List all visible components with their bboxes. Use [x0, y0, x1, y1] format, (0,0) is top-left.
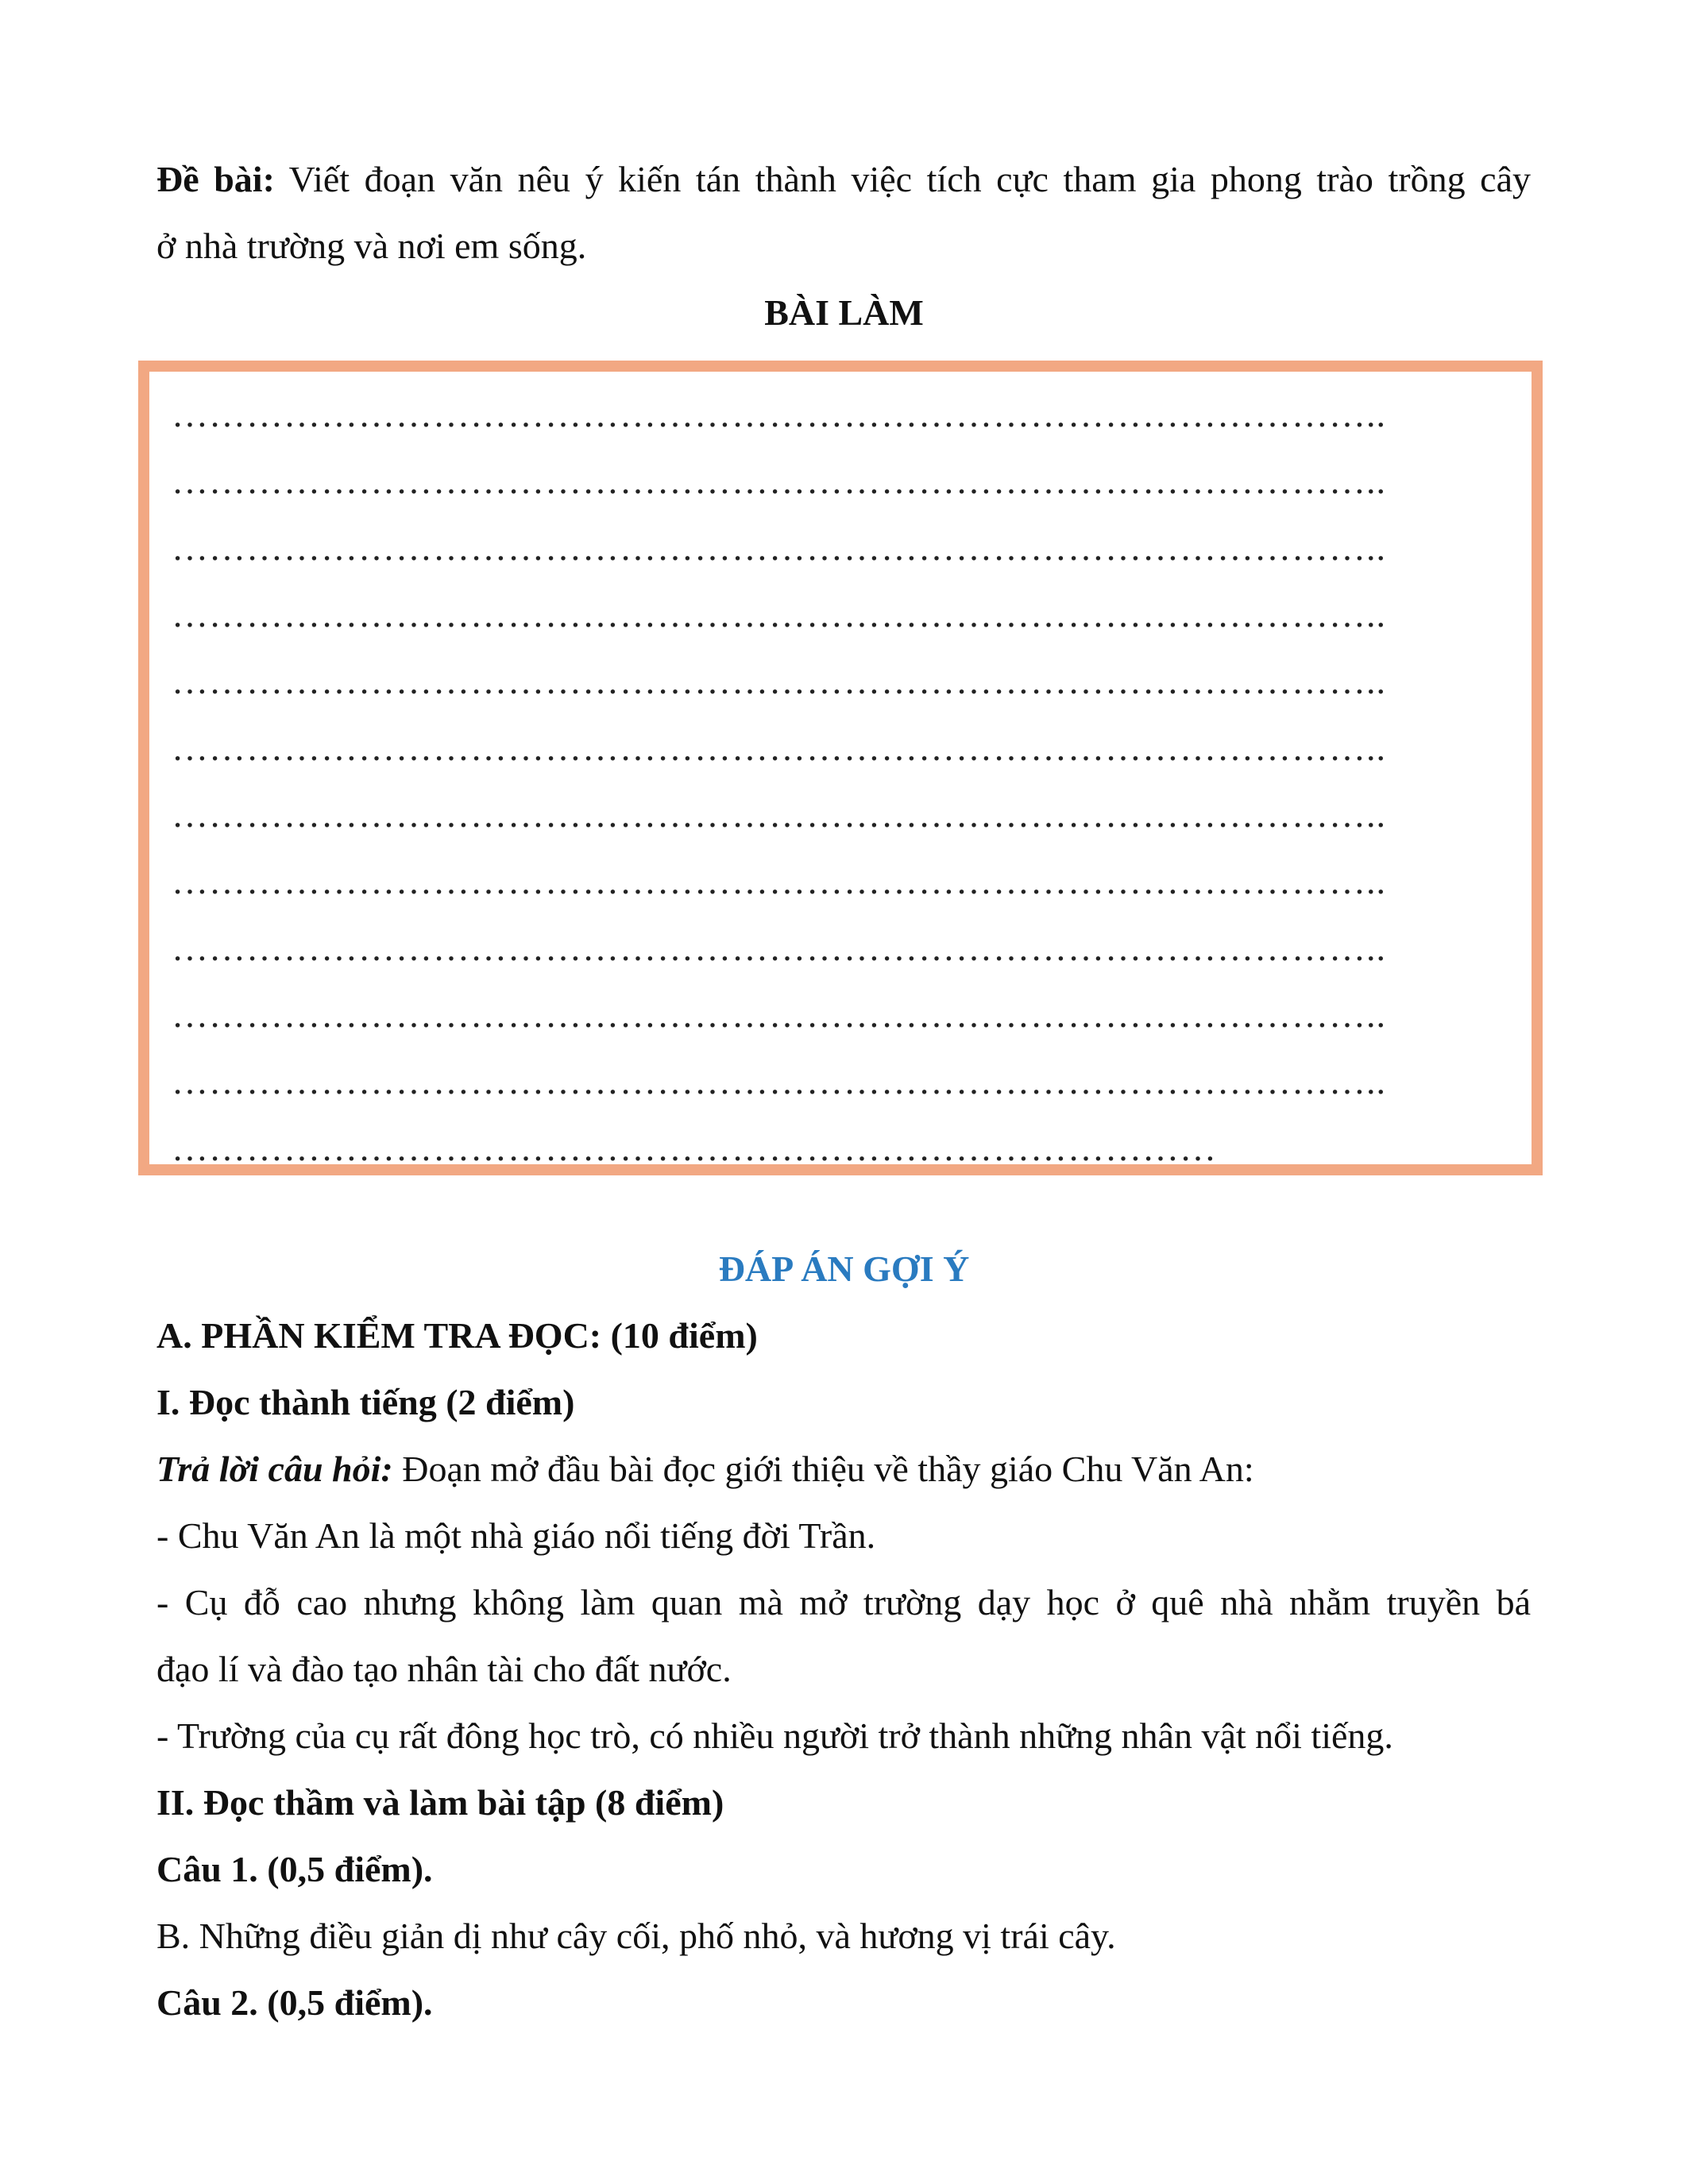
writing-line: ……………………………………………………………………………………..	[172, 661, 1386, 701]
writing-line: ……………………………………………………………………………………..	[172, 794, 1386, 835]
writing-box[interactable]	[138, 361, 1543, 1175]
writing-line: ……………………………………………………………………………………..	[172, 527, 1386, 568]
writing-line: ……………………………………………………………………………………..	[172, 461, 1386, 501]
writing-line: ……………………………………………………………………………………..	[172, 861, 1386, 901]
prompt-line-1	[156, 146, 1531, 213]
bullet-2-line-1: - Cụ đỗ cao nhưng không làm quan mà mở trường dạy học ở quê nhà nhằm truyền bá	[156, 1582, 1531, 1623]
writing-line: ……………………………………………………………………………………..	[172, 594, 1386, 635]
work-heading: BÀI LÀM	[764, 292, 924, 333]
cau-1-answer: B. Những điều giản dị như cây cối, phố nhỏ, và hương vị trái cây.	[156, 1916, 1116, 1956]
question-text: Đoạn mở đầu bài đọc giới thiệu về thầy giáo Chu Văn An:	[392, 1449, 1254, 1489]
section-ii-heading: II. Đọc thầm và làm bài tập (8 điểm)	[156, 1782, 724, 1823]
section-i-heading: I. Đọc thành tiếng (2 điểm)	[156, 1382, 575, 1422]
writing-line: ……………………………………………………………………………………..	[172, 727, 1386, 768]
question-line	[156, 1436, 1531, 1503]
answer-title: ĐÁP ÁN GỢI Ý	[718, 1248, 970, 1289]
cau-2-heading: Câu 2. (0,5 điểm).	[156, 1982, 433, 2023]
writing-line: …………………………………………………………………………	[172, 1128, 1217, 1168]
question-label: Trả lời câu hỏi:	[156, 1449, 393, 1489]
prompt-text-1: Viết đoạn văn nêu ý kiến tán thành việc tích cực tham gia phong trào trồng cây	[274, 159, 1531, 199]
bullet-1: - Chu Văn An là một nhà giáo nổi tiếng đời Trần.	[156, 1515, 876, 1556]
writing-line: ……………………………………………………………………………………..	[172, 994, 1386, 1035]
cau-1-heading: Câu 1. (0,5 điểm).	[156, 1849, 433, 1889]
writing-line: ……………………………………………………………………………………..	[172, 394, 1386, 434]
bullet-3: - Trường của cụ rất đông học trò, có nhiều người trở thành những nhân vật nổi tiếng.	[156, 1715, 1393, 1756]
prompt-label: Đề bài:	[156, 159, 275, 199]
prompt-line-2: ở nhà trường và nơi em sống.	[156, 226, 587, 266]
writing-line: ……………………………………………………………………………………..	[172, 928, 1386, 968]
section-a-heading: A. PHẦN KIỂM TRA ĐỌC: (10 điểm)	[156, 1315, 758, 1356]
bullet-2-line-2: đạo lí và đào tạo nhân tài cho đất nước.	[156, 1649, 732, 1689]
writing-line: ……………………………………………………………………………………..	[172, 1061, 1386, 1102]
